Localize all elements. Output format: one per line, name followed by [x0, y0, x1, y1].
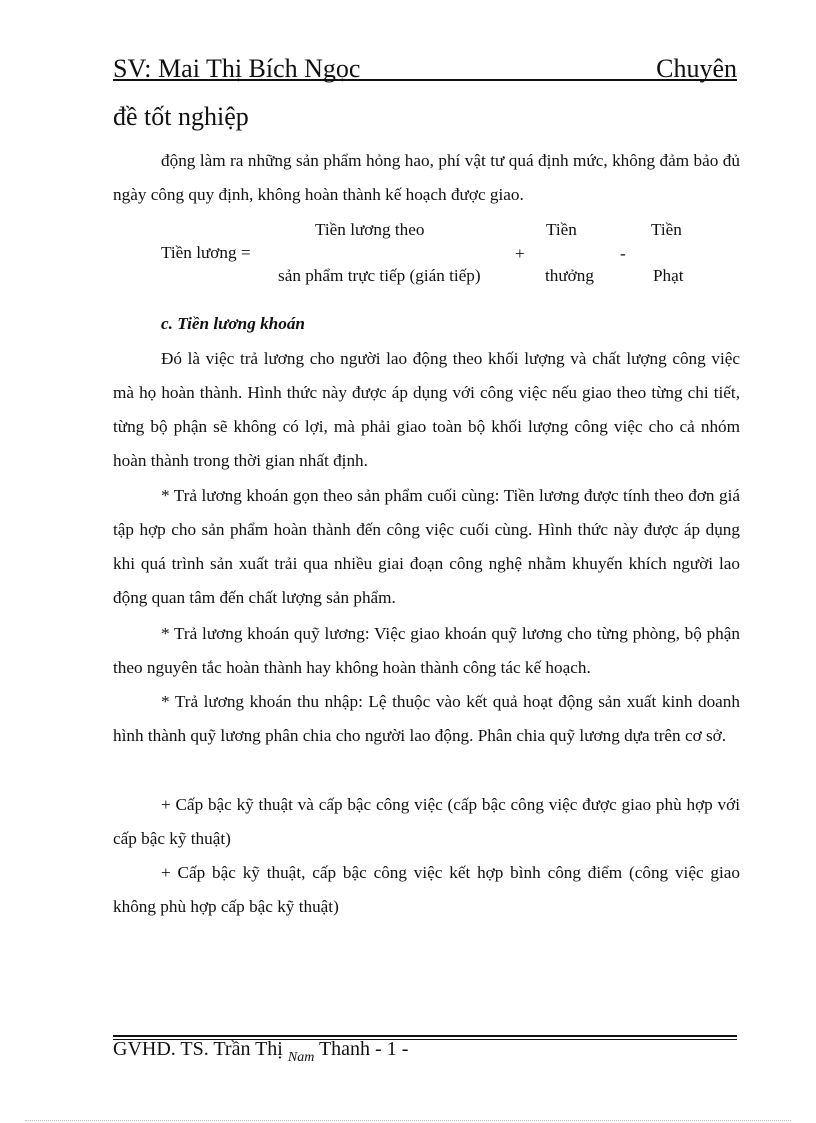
formula-lhs: Tiền lương =: [161, 243, 251, 262]
paragraph-khoan-quy-luong: * Trả lương khoán quỹ lương: Việc giao khoán quỹ lương cho từng phòng, bộ phận theo nguyên tắc hoàn thành hay không hoàn thành công tác kế hoạch.: [113, 624, 740, 677]
paragraph-cap-bac-2: + Cấp bậc kỹ thuật, cấp bậc công việc kết hợp bình công điểm (công việc giao không phù hợp cấp bậc kỹ thuật): [113, 863, 740, 916]
formula-term1-top: Tiền lương theo: [315, 220, 425, 239]
paragraph-khoan-gon: * Trả lương khoán gọn theo sản phẩm cuối cùng: Tiền lương được tính theo đơn giá tập hợp cho sản phẩm hoàn thành đến công việc cuối cùng. Hình thức này được áp dụng khi quá trình sản xuất trải qua nhiều giai đoạn công nghệ nhằm khuyến khích người lao động quan tâm đến chất lượng sản phẩm.: [113, 486, 740, 607]
header-author: SV: Mai Thị Bích Ngọc: [113, 54, 361, 83]
formula-minus: -: [620, 244, 626, 263]
formula-term2-top: Tiền: [546, 220, 577, 239]
formula-term1-bottom: sản phẩm trực tiếp (gián tiếp): [278, 266, 481, 285]
footer-supervisor-middle: Nam: [287, 1050, 315, 1065]
formula-term3-top: Tiền: [651, 220, 682, 239]
paragraph-intro: động làm ra những sản phẩm hỏng hao, phí vật tư quá định mức, không đảm bảo đủ ngày công quy định, không hoàn thành kế hoạch được giao.: [113, 151, 740, 204]
paragraph-cap-bac-1: + Cấp bậc kỹ thuật và cấp bậc công việc (cấp bậc công việc được giao phù hợp với cấp bậc kỹ thuật): [113, 795, 740, 848]
formula-term2-bottom: thưởng: [545, 266, 594, 285]
header-title-start: Chuyên: [656, 54, 737, 83]
footer-supervisor-last: Thanh: [318, 1038, 371, 1060]
paragraph-definition: Đó là việc trả lương cho người lao động theo khối lượng và chất lượng công việc mà họ hoàn thành. Hình thức này được áp dụng với công việc nếu giao theo từng chi tiết, từng bộ phận sẽ không có lợi, mà phải giao toàn bộ khối lượng công việc cho cả nhóm hoàn thành trong thời gian nhất định.: [113, 349, 740, 470]
header-title-continuation: đề tốt nghiệp: [113, 102, 249, 131]
formula-plus: +: [515, 244, 525, 263]
section-heading: c. Tiền lương khoán: [161, 314, 305, 333]
header-rule: [113, 79, 737, 81]
page-footer: [113, 1036, 408, 1071]
footer-supervisor: GVHD. TS. Trần Thị: [113, 1038, 283, 1060]
page-number: - 1 -: [375, 1038, 409, 1060]
paragraph-khoan-thu-nhap: * Trả lương khoán thu nhập: Lệ thuộc vào kết quả hoạt động sản xuất kinh doanh hình thành quỹ lương phân chia cho người lao động. Phân chia quỹ lương dựa trên cơ sở.: [113, 692, 740, 745]
formula-term3-bottom: Phạt: [653, 266, 684, 285]
page-edge-dotted: [25, 1120, 791, 1121]
